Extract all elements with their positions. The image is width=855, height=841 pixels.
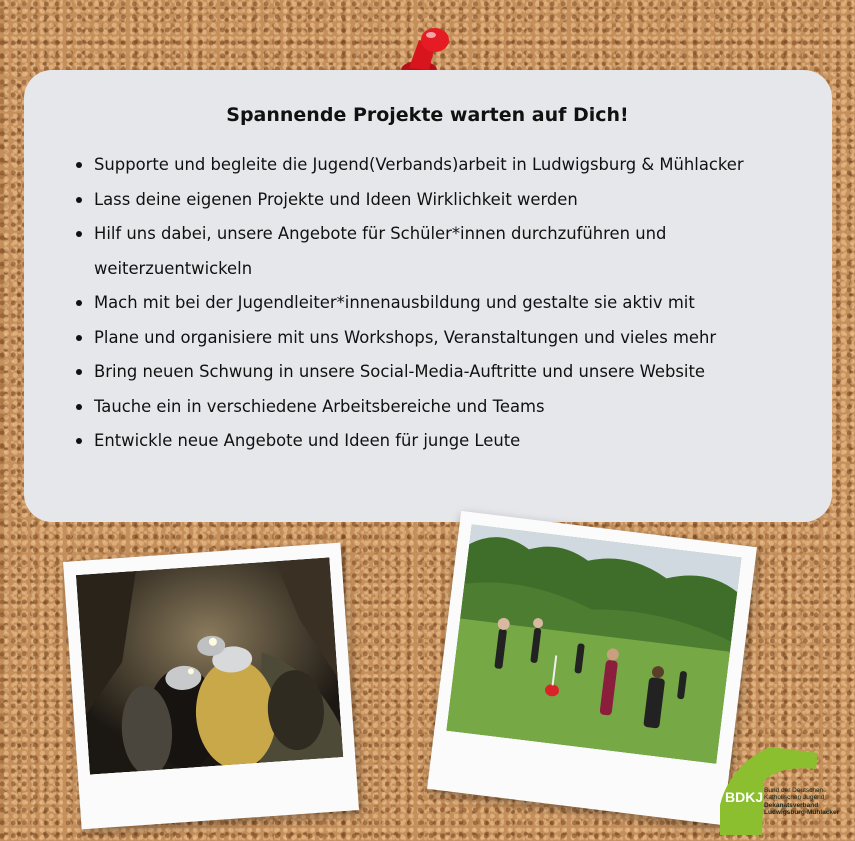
logo-mark: BDKJ — [725, 789, 764, 805]
project-list — [76, 148, 796, 459]
meadow-photo — [446, 524, 741, 764]
bdkj-logo — [720, 745, 850, 835]
list-item: Tauche ein in verschiedene Arbeitsbereiche und Teams — [76, 390, 796, 425]
list-item: Mach mit bei der Jugendleiter*innenausbildung und gestalte sie aktiv mit — [76, 286, 796, 321]
page-title: Spannende Projekte warten auf Dich! — [226, 104, 629, 126]
polaroid-meadow — [427, 511, 757, 825]
list-item: Plane und organisiere mit uns Workshops, Veranstaltungen und vieles mehr — [76, 321, 796, 356]
list-item: Entwickle neue Angebote und Ideen für junge Leute — [76, 424, 796, 459]
list-item: Hilf uns dabei, unsere Angebote für Schüler*innen durchzuführen und weiterzuentwickeln — [76, 217, 796, 286]
list-item: Lass deine eigenen Projekte und Ideen Wirklichkeit werden — [76, 183, 796, 218]
logo-line: Ludwigsburg-Mühlacker — [764, 809, 840, 817]
cave-photo — [76, 557, 343, 774]
logo-text — [764, 787, 850, 817]
list-item: Supporte und begleite die Jugend(Verbands)arbeit in Ludwigsburg & Mühlacker — [76, 148, 796, 183]
list-item: Bring neuen Schwung in unsere Social-Media-Auftritte und unsere Website — [76, 355, 796, 390]
logo-line: Dekanatsverband — [764, 801, 819, 809]
logo-line: Bund der Deutschen — [764, 787, 824, 794]
polaroid-cave — [63, 543, 359, 830]
logo-line: Katholischen Jugend — [764, 794, 825, 802]
